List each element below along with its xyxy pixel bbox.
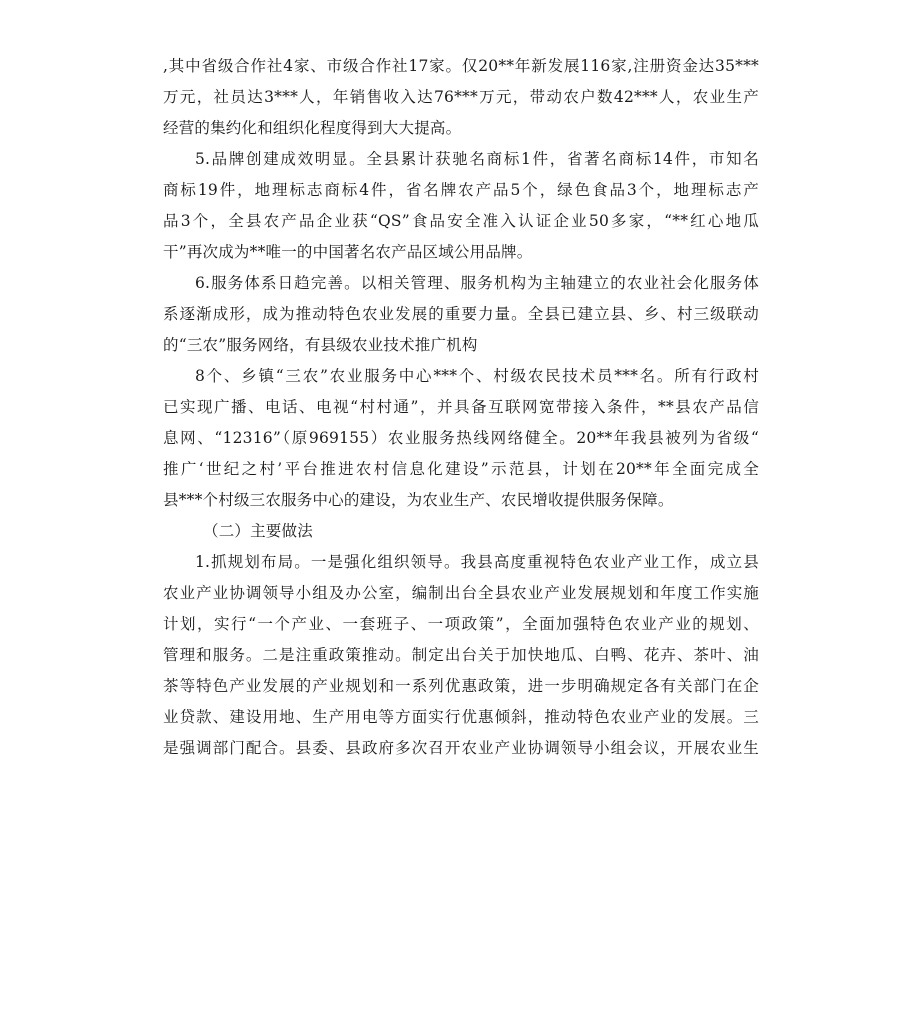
text-line: 品3个，全县农产品企业获“QS”食品安全准入认证企业50多家，“**红心地瓜 <box>163 212 759 230</box>
section-heading: （二）主要做法 <box>203 522 313 540</box>
text-line: 业贷款、建设用地、生产用电等方面实行优惠倾斜，推动特色农业产业的发展。三 <box>163 708 759 726</box>
text-line: 息网、“12316”（原969155）农业服务热线网络健全。20**年我县被列为省级“ <box>163 429 759 447</box>
text-line: 茶等特色产业发展的产业规划和一系列优惠政策，进一步明确规定各有关部门在企 <box>163 677 759 695</box>
text-line: 干”再次成为**唯一的中国著名农产品区域公用品牌。 <box>163 243 533 261</box>
text-line: 系逐渐成形，成为推动特色农业发展的重要力量。全县已建立县、乡、村三级联动 <box>163 305 759 323</box>
text-line: 商标19件，地理标志商标4件，省名牌农产品5个，绿色食品3个，地理标志产 <box>163 181 759 199</box>
paragraph-start-line: 5.品牌创建成效明显。全县累计获驰名商标1件，省著名商标14件，市知名 <box>195 150 759 168</box>
text-line: 的“三农”服务网络，有县级农业技术推广机构 <box>163 336 478 354</box>
paragraph-start-line: 8个、乡镇“三农”农业服务中心***个、村级农民技术员***名。所有行政村 <box>195 367 759 385</box>
text-line: 计划，实行“一个产业、一套班子、一项政策”，全面加强特色农业产业的规划、 <box>163 615 759 633</box>
paragraph-start-line: 6.服务体系日趋完善。以相关管理、服务机构为主轴建立的农业社会化服务体 <box>195 274 759 292</box>
text-line: 经营的集约化和组织化程度得到大大提高。 <box>163 119 462 137</box>
text-line: 县***个村级三农服务中心的建设，为农业生产、农民增收提供服务保障。 <box>163 491 674 509</box>
text-line: 是强调部门配合。县委、县政府多次召开农业产业协调领导小组会议，开展农业生 <box>163 739 759 757</box>
text-line: 万元，社员达3***人，年销售收入达76***万元，带动农户数42***人，农业生产 <box>163 88 759 106</box>
text-line: ,其中省级合作社4家、市级合作社17家。仅20**年新发展116家,注册资金达35*** <box>163 57 759 75</box>
text-line: 农业产业协调领导小组及办公室，编制出台全县农业产业发展规划和年度工作实施 <box>163 584 759 602</box>
text-line: 已实现广播、电话、电视“村村通”，并具备互联网宽带接入条件，**县农产品信 <box>163 398 759 416</box>
text-line: 推广‘世纪之村’平台推进农村信息化建设”示范县，计划在20**年全面完成全 <box>163 460 759 478</box>
paragraph-start-line: 1.抓规划布局。一是强化组织领导。我县高度重视特色农业产业工作，成立县 <box>195 553 759 571</box>
text-line: 管理和服务。二是注重政策推动。制定出台关于加快地瓜、白鸭、花卉、茶叶、油 <box>163 646 759 664</box>
